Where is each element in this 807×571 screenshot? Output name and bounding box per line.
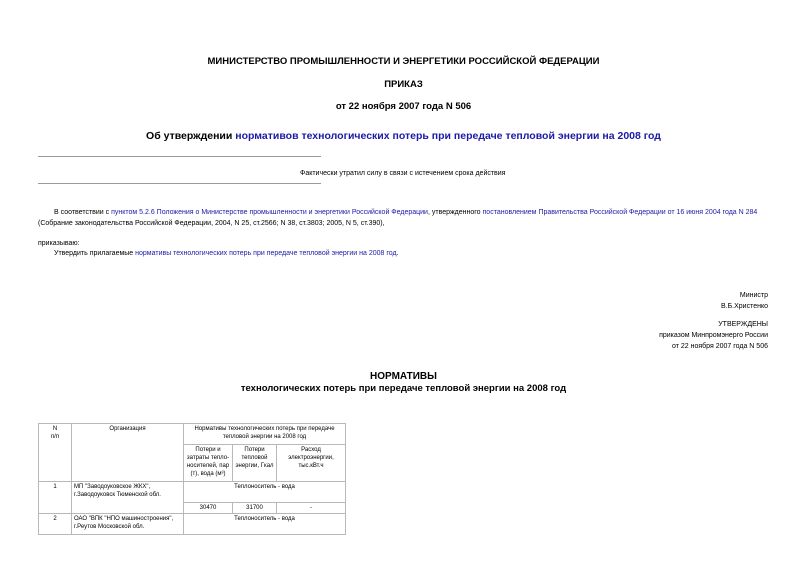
preamble-text-b: , утвержденного <box>427 209 483 216</box>
preamble-paragraph <box>38 207 770 229</box>
row-1-electricity: - <box>277 503 346 514</box>
divider-bottom <box>38 183 321 184</box>
approval-paragraph <box>54 248 399 259</box>
approval-line-1: УТВЕРЖДЕНЫ <box>718 321 768 328</box>
preamble-text-c: (Собрание законодательства Российской Федерации, 2004, N 25, ст.2566; N 38, ст.3803; 2005, N 5, ст.390), <box>38 220 385 227</box>
table-row <box>39 482 346 503</box>
norms-title: НОРМАТИВЫ <box>370 371 437 382</box>
header-loss-heat: Потери тепловой энергии, Гкал <box>233 445 277 482</box>
title-prefix: Об утверждении <box>146 130 236 142</box>
approval-line-2: приказом Минпромэнерго России <box>659 332 768 339</box>
document-title <box>0 130 807 142</box>
government-decree-link[interactable]: постановлением Правительства Российской Федерации от 16 июня 2004 года N 284 <box>482 209 758 216</box>
approval-line-3: от 22 ноября 2007 года N 506 <box>672 343 768 350</box>
header-num: N п/п <box>39 424 72 482</box>
table-row <box>39 514 346 535</box>
header-organization: Организация <box>72 424 184 482</box>
signature-position: Министр <box>739 292 768 299</box>
table-header-row <box>39 424 346 445</box>
row-1-loss-heat: 31700 <box>233 503 277 514</box>
signature-block <box>721 290 768 312</box>
row-1-organization: МП "Заводоуковское ЖКХ", г.Заводоуковск Тюменской обл. <box>72 482 184 514</box>
header-electricity: Расход электроэнергии, тыс.кВт.ч <box>277 445 346 482</box>
row-1-carrier: Теплоноситель - вода <box>184 482 346 503</box>
row-1-num: 1 <box>39 482 72 514</box>
approval-block <box>659 319 768 352</box>
row-2-carrier: Теплоноситель - вода <box>184 514 346 535</box>
doc-date-number: от 22 ноября 2007 года N 506 <box>335 101 472 112</box>
row-2-organization: ОАО "ВПК "НПО машиностроения", г.Реутов Московской обл. <box>72 514 184 535</box>
norms-subtitle: технологических потерь при передаче тепловой энергии на 2008 год <box>240 383 567 394</box>
norms-link[interactable]: нормативы технологических потерь при передаче тепловой энергии на 2008 год <box>135 250 397 257</box>
ministry-heading: МИНИСТЕРСТВО ПРОМЫШЛЕННОСТИ И ЭНЕРГЕТИКИ РОССИЙСКОЙ ФЕДЕРАЦИИ <box>207 56 600 67</box>
doc-type-heading: ПРИКАЗ <box>384 79 423 90</box>
header-norms-group: Нормативы технологических потерь при передаче тепловой энергии на 2008 год <box>184 424 346 445</box>
row-1-loss-carrier: 30470 <box>184 503 233 514</box>
divider-top <box>38 156 321 157</box>
header-loss-carrier: Потери и затраты тепло-носителей, пар (т), вода (м³) <box>184 445 233 482</box>
preamble-text-a: В соответствии с <box>54 209 112 216</box>
order-word: приказываю: <box>38 240 80 247</box>
row-2-num: 2 <box>39 514 72 535</box>
title-link[interactable]: нормативов технологических потерь при передаче тепловой энергии на 2008 год <box>235 130 661 142</box>
approval-text-b: . <box>396 250 399 257</box>
approval-text-a: Утвердить прилагаемые <box>54 250 136 257</box>
signature-name: В.Б.Христенко <box>720 303 768 310</box>
status-note: Фактически утратил силу в связи с истечением срока действия <box>300 170 506 177</box>
norms-table <box>38 423 346 535</box>
regulation-link[interactable]: пунктом 5.2.6 Положения о Министерстве промышленности и энергетики Российской Федерации <box>111 209 428 216</box>
